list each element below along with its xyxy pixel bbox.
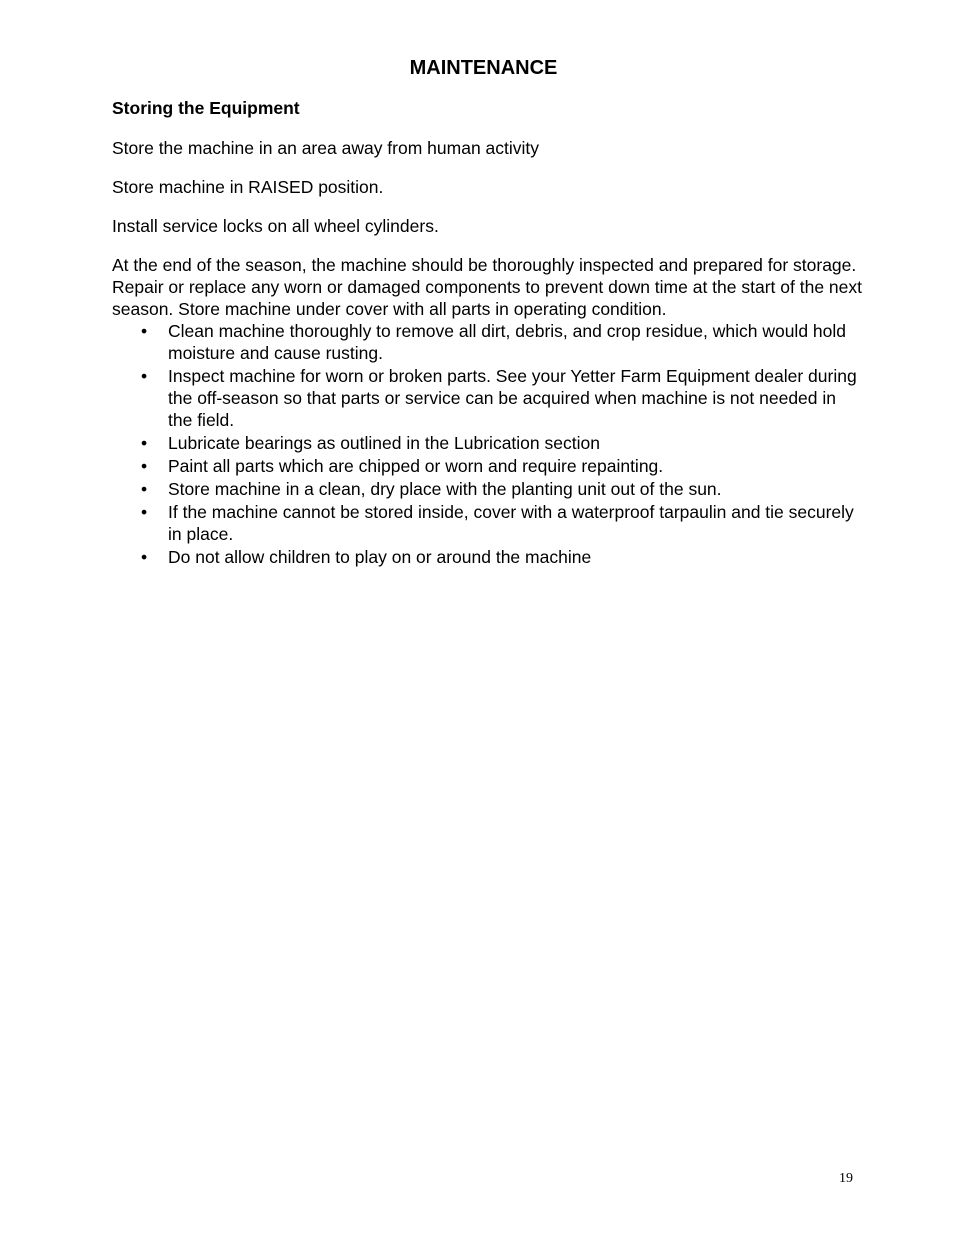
list-item <box>112 320 862 364</box>
list-item <box>112 455 862 477</box>
bullet-icon: • <box>141 547 148 567</box>
list-item <box>112 365 862 431</box>
section-heading: Storing the Equipment <box>112 98 300 118</box>
bullet-icon: • <box>141 502 148 522</box>
list-item-text: Store machine in a clean, dry place with the planting unit out of the sun. <box>168 479 722 499</box>
page-number: 19 <box>839 1171 853 1186</box>
document-body <box>112 97 862 569</box>
list-item <box>112 478 862 500</box>
paragraph: Install service locks on all wheel cylinders. <box>112 216 439 236</box>
list-item-text: Clean machine thoroughly to remove all dirt, debris, and crop residue, which would hold moisture and cause rusting. <box>168 321 847 363</box>
bullet-icon: • <box>141 366 148 386</box>
page-title: MAINTENANCE <box>409 57 558 79</box>
list-item <box>112 432 862 454</box>
list-item-text: Do not allow children to play on or around the machine <box>168 547 592 567</box>
bullet-icon: • <box>141 321 148 341</box>
paragraph: Store the machine in an area away from human activity <box>112 138 540 158</box>
bullet-icon: • <box>141 433 148 453</box>
list-item-text: Inspect machine for worn or broken parts. See your Yetter Farm Equipment dealer during the off-season so that parts or service can be acquired when machine is not needed in the field. <box>168 366 857 430</box>
list-item-text: Paint all parts which are chipped or worn and require repainting. <box>168 456 664 476</box>
bullet-icon: • <box>141 479 148 499</box>
list-item-text: Lubricate bearings as outlined in the Lubrication section <box>168 433 600 453</box>
list-item <box>112 501 862 545</box>
list-item-text: If the machine cannot be stored inside, cover with a waterproof tarpaulin and tie securely in place. <box>168 502 854 544</box>
list-item <box>112 546 862 568</box>
storage-checklist <box>112 320 862 568</box>
paragraph: Store machine in RAISED position. <box>112 177 384 197</box>
bullet-icon: • <box>141 456 148 476</box>
intro-paragraph: At the end of the season, the machine should be thoroughly inspected and prepared for storage. Repair or replace any worn or damaged components to prevent down time at the start of the next season. Store machine under cover with all parts in operating condition. <box>112 255 862 319</box>
